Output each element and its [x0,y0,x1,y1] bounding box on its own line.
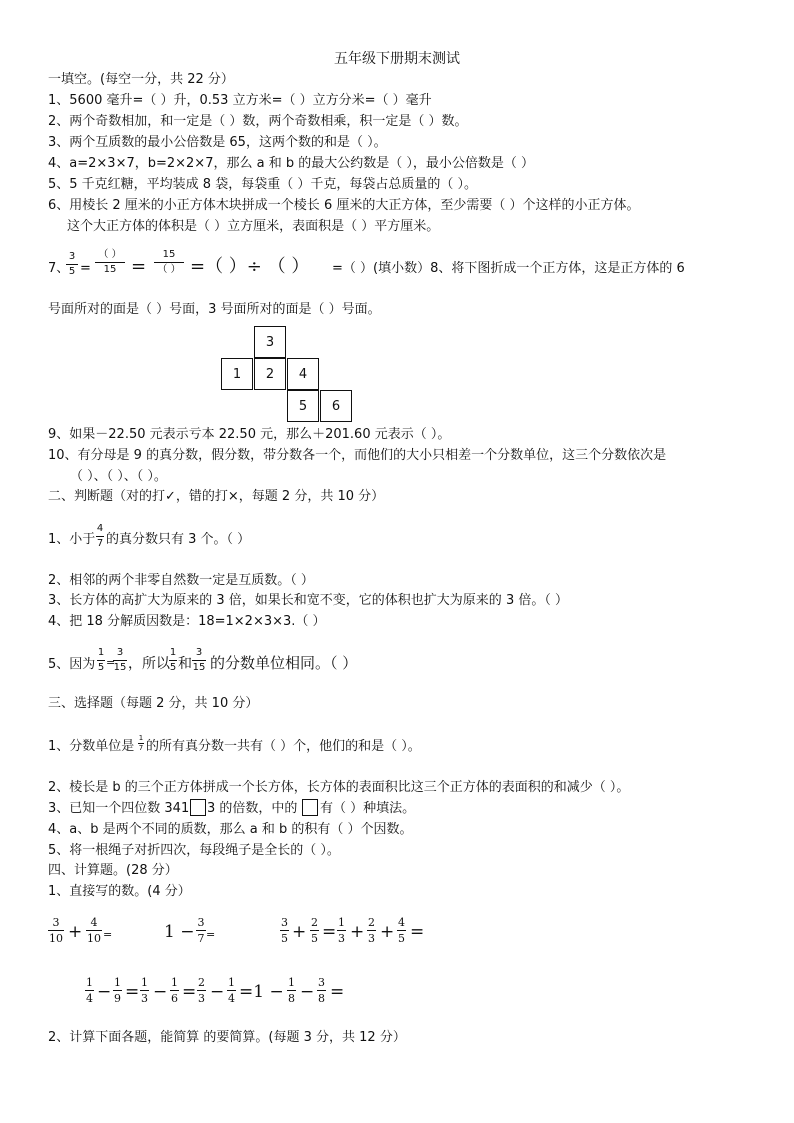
s3-q1-fraction: 1 7 [138,734,144,752]
section-3-header: 三、选择题（每题 2 分，共 10 分） [48,696,259,711]
page-title: 五年级下册期末测试 [334,51,460,67]
s2-q5-prefix: 5、因为 [48,657,96,672]
q7-fraction-1: 3 5 [66,252,78,277]
s1-question-6: 6、用棱长 2 厘米的小正方体木块拼成一个棱长 6 厘米的大正方体，至少需要（ ）个这样的小正方体。 [48,198,640,213]
e2-equals: = [206,928,216,941]
s3-question-2: 2、棱长是 b 的三个正方体拼成一个长方体，长方体的表面积比这三个正方体的表面积的和减少（ ）。 [48,780,630,795]
q7-equals-1: = [80,261,91,276]
s2-q1-prefix: 1、小于 [48,532,96,547]
s2-q5-and: 和 [178,656,192,672]
e1-equals: = [103,928,113,941]
s1-question-9: 9、如果－22.50 元表示亏本 22.50 元，那么＋201.60 元表示（ ）。 [48,427,451,442]
e2-lead: 1 − [164,922,195,942]
s3-q3-blank-box-2 [302,799,318,816]
section-4-header: 四、计算题。(28 分） [48,863,178,878]
s2-q5-so: ，所以 [128,656,170,672]
e3-equals-1: = [322,922,337,942]
s2-q5-fraction-1: 1 5 [97,647,105,673]
s1-question-6-line2: 这个大正方体的体积是（ ）立方厘米，表面积是（ ）平方厘米。 [67,219,440,234]
s4-subheading-1: 1、直接写的数。(4 分） [48,884,191,899]
s1-question-1: 1、5600 毫升=（ ）升，0.53 立方米=（ ）立方分米=（ ）毫升 [48,93,432,108]
net-face-2: 2 [254,358,286,390]
e1-fraction-a: 3 10 [49,916,63,945]
s4-subheading-2: 2、计算下面各题，能简算 的要简算。(每题 3 分，共 12 分） [48,1030,406,1045]
s3-q1-suffix: 的所有真分数一共有（ ）个，他们的和是（ ）。 [146,739,421,754]
net-face-6: 6 [320,390,352,422]
e4-equals-1: = [125,982,140,1002]
net-face-3: 3 [254,326,286,358]
net-face-5: 5 [287,390,319,422]
e2-fraction: 3 7 [197,916,205,945]
s2-q1-suffix: 的真分数只有 3 个。（ ） [106,532,251,547]
net-face-1: 1 [221,358,253,390]
s1-question-8-line2: 号面所对的面是（ ）号面，3 号面所对的面是（ ）号面。 [48,302,381,317]
e4-op-1: − [97,982,112,1002]
net-face-4: 4 [287,358,319,390]
s2-question-2: 2、相邻的两个非零自然数一定是互质数。（ ） [48,573,314,588]
q7-label: 7、 [48,261,70,276]
s1-question-10: 10、有分母是 9 的真分数，假分数，带分数各一个，而他们的大小只相差一个分数单位，这三个分数依次是 [48,448,667,463]
e3-fraction-e: 4 5 [398,916,405,945]
s2-q5-fraction-4: 3 15 [192,647,206,673]
e3-op-2: + [350,922,365,942]
q7-fraction-3: 15 （ ） [154,250,184,275]
s1-question-3: 3、两个互质数的最小公倍数是 65，这两个数的和是（ ）。 [48,135,387,150]
e4-op-3: − [210,982,225,1002]
e4-equals-4: = [330,982,345,1002]
q7-tail-and-q8: =（ ）(填小数）8、将下图折成一个正方体，这是正方体的 6 [332,261,685,276]
e1-fraction-b: 4 10 [87,916,101,945]
s2-q1-fraction: 4 7 [96,523,104,549]
q7-fraction-2: （ ） 15 [95,250,125,275]
e4-op-2: − [153,982,168,1002]
e3-fraction-a: 3 5 [281,916,288,945]
e3-op-3: + [380,922,395,942]
s2-question-4: 4、把 18 分解质因数是：18=1×2×3×3.（ ） [48,614,326,629]
q7-equals-2: = [131,256,147,277]
e4-equals-one-minus: =1 − [239,982,284,1002]
e4-fraction-a: 1 4 [86,976,93,1005]
section-2-header: 二、判断题（对的打✓，错的打×，每题 2 分，共 10 分） [48,489,385,504]
e4-op-4: − [300,982,315,1002]
e1-plus: + [68,922,83,942]
e4-fraction-h: 3 8 [318,976,325,1005]
e4-equals-2: = [182,982,197,1002]
s1-question-10-line2: （ ）、（ ）、（ ）。 [70,469,167,484]
s2-q5-equals: = [106,656,116,669]
s1-question-4: 4、a=2×3×7，b=2×2×7，那么 a 和 b 的最大公约数是（ ），最小公倍数是（ ） [48,156,534,171]
e3-fraction-c: 1 3 [338,916,345,945]
s1-question-5: 5、5 千克红糖，平均装成 8 袋，每袋重（ ）千克，每袋占总质量的（ ）。 [48,177,477,192]
s2-q5-suffix: 的分数单位相同。（ ） [210,654,358,672]
e4-fraction-e: 2 3 [198,976,205,1005]
section-1-header: 一填空。(每空一分，共 22 分） [48,72,234,87]
s3-question-4: 4、a、b 是两个不同的质数，那么 a 和 b 的积有（ ）个因数。 [48,822,413,837]
e4-fraction-f: 1 4 [228,976,235,1005]
e4-fraction-b: 1 9 [114,976,121,1005]
s3-q1-prefix: 1、分数单位是 [48,739,135,754]
s3-question-5: 5、将一根绳子对折四次，每段绳子是全长的（ ）。 [48,843,340,858]
e4-fraction-d: 1 6 [171,976,178,1005]
e3-fraction-d: 2 3 [368,916,375,945]
s2-q5-fraction-3: 1 5 [169,647,177,673]
s3-q3-prefix: 3、已知一个四位数 341 [48,801,190,816]
s1-question-2: 2、两个奇数相加，和一定是（ ）数，两个奇数相乘，积一定是（ ）数。 [48,114,468,129]
e3-fraction-b: 2 5 [311,916,318,945]
e4-fraction-c: 1 3 [141,976,148,1005]
s2-q5-fraction-2: 3 15 [113,647,127,673]
q7-division-expression: =（ ）÷ （ ） [190,256,310,277]
s3-q3-suffix: 有（ ）种填法。 [320,801,416,816]
s2-question-3: 3、长方体的高扩大为原来的 3 倍，如果长和宽不变，它的体积也扩大为原来的 3 倍。（ ） [48,593,568,608]
s3-q3-middle: 3 的倍数，中的 [207,801,298,816]
s3-q3-blank-box-1 [190,799,206,816]
e4-fraction-g: 1 8 [288,976,295,1005]
e3-op-1: + [292,922,307,942]
e3-equals-2: = [410,922,425,942]
